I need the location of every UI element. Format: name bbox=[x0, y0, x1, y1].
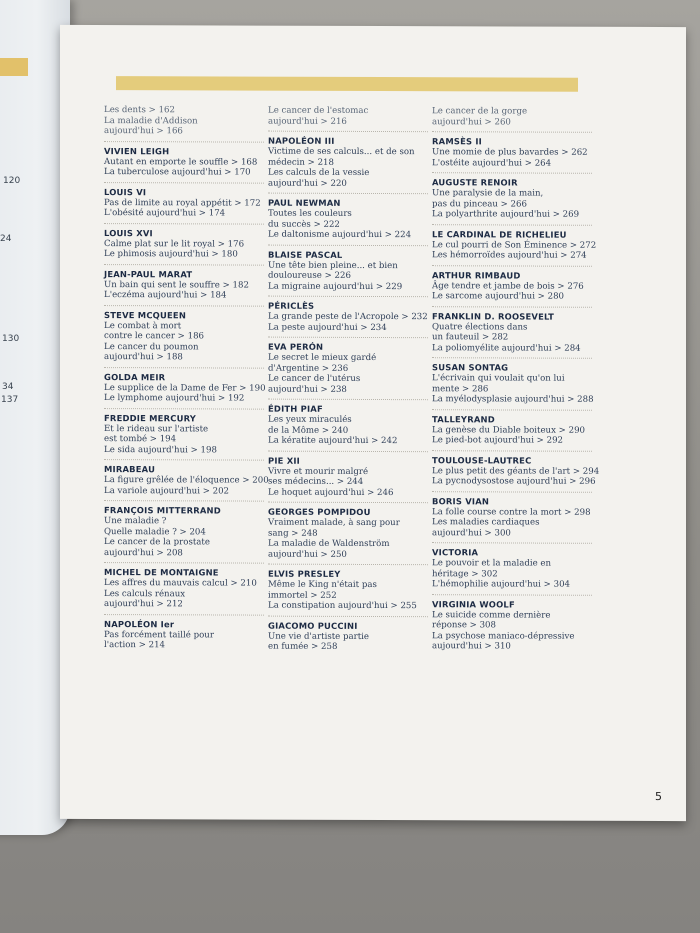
toc-entry-name: LOUIS VI bbox=[104, 186, 147, 197]
toc-entry-line: Le cancer de la prostate bbox=[104, 537, 210, 548]
toc-entry-name: BLAISE PASCAL bbox=[268, 249, 343, 260]
toc-entry-line: en fumée > 258 bbox=[268, 641, 338, 652]
toc-entry-line: aujourd'hui > 250 bbox=[268, 549, 347, 560]
toc-entry-line: médecin > 218 bbox=[268, 157, 334, 168]
toc-entry bbox=[268, 342, 428, 401]
toc-entry-line: L'hémophilie aujourd'hui > 304 bbox=[432, 579, 570, 590]
toc-entry bbox=[268, 249, 428, 297]
left-page-number: 130 bbox=[2, 334, 20, 344]
toc-entry-name: TOULOUSE-LAUTREC bbox=[432, 454, 532, 466]
toc-entry bbox=[268, 198, 428, 246]
toc-entry-line: douloureuse > 226 bbox=[268, 270, 351, 281]
toc-entry-line: Un bain qui sent le souffre > 182 bbox=[104, 279, 249, 291]
toc-entry-name: PAUL NEWMAN bbox=[268, 197, 341, 208]
toc-entry-line: un fauteuil > 282 bbox=[432, 332, 509, 343]
toc-entry-line: pas du pinceau > 266 bbox=[432, 198, 527, 210]
toc-entry-line: Une tête bien pleine... et bien bbox=[268, 260, 398, 271]
toc-entry-name: ARTHUR RIMBAUD bbox=[432, 269, 521, 281]
toc-entry-line: réponse > 308 bbox=[432, 620, 496, 631]
toc-entry-line: aujourd'hui > 166 bbox=[104, 126, 183, 137]
toc-entry-name: NAPOLÉON Ier bbox=[104, 618, 175, 629]
toc-entry-name: VIRGINIA WOOLF bbox=[432, 598, 515, 609]
toc-entry bbox=[268, 106, 428, 133]
toc-entry-line: Les calculs rénaux bbox=[104, 588, 186, 599]
toc-entry bbox=[432, 454, 600, 493]
toc-entry-line: d'Argentine > 236 bbox=[268, 363, 349, 374]
toc-entry-line: Une momie de plus bavardes > 262 bbox=[432, 147, 588, 158]
toc-entry bbox=[268, 301, 428, 339]
toc-entry-line: La constipation aujourd'hui > 255 bbox=[268, 600, 417, 612]
toc-entry-name: TALLEYRAND bbox=[432, 413, 495, 424]
toc-entry-line: Et le rideau sur l'artiste bbox=[104, 423, 209, 434]
toc-entry bbox=[432, 270, 592, 308]
toc-entry-line: Les maladies cardiaques bbox=[432, 517, 540, 528]
toc-entry-line: aujourd'hui > 220 bbox=[268, 178, 347, 189]
toc-entry bbox=[104, 146, 264, 184]
toc-entry-name: FRANKLIN D. ROOSEVELT bbox=[432, 310, 555, 322]
toc-entry-line: La grande peste de l'Acropole > 232 bbox=[268, 311, 428, 323]
toc-entry-line: Les yeux miraculés bbox=[268, 414, 352, 425]
toc-entry-line: aujourd'hui > 238 bbox=[268, 384, 347, 395]
toc-entry-line: Quelle maladie ? > 204 bbox=[104, 526, 206, 537]
toc-entry-name: BORIS VIAN bbox=[432, 495, 490, 506]
toc-entry-line: Le plus petit des géants de l'art > 294 bbox=[432, 465, 600, 477]
toc-entry bbox=[432, 362, 592, 410]
toc-entry-line: aujourd'hui > 208 bbox=[104, 547, 183, 558]
toc-entry-line: Les affres du mauvais calcul > 210 bbox=[104, 578, 257, 589]
toc-entry-line: Âge tendre et jambe de bois > 276 bbox=[432, 280, 584, 292]
toc-entry-name: GEORGES POMPIDOU bbox=[268, 506, 371, 517]
left-page-color-band bbox=[0, 58, 28, 76]
toc-entry-line: l'action > 214 bbox=[104, 640, 166, 651]
toc-entry bbox=[432, 311, 592, 359]
toc-entry bbox=[104, 372, 264, 410]
toc-entry-line: Le cancer de l'estomac bbox=[268, 105, 369, 116]
toc-entry-line: sang > 248 bbox=[268, 528, 318, 539]
toc-entry-line: contre le cancer > 186 bbox=[104, 331, 205, 342]
toc-entry-line: Le lymphome aujourd'hui > 192 bbox=[104, 393, 245, 404]
toc-entry-line: Pas de limite au royal appétit > 172 bbox=[104, 197, 261, 209]
toc-entry-line: Le cancer de la gorge bbox=[432, 106, 528, 117]
toc-entry-name: LOUIS XVI bbox=[104, 227, 153, 238]
toc-entry-name: VIVIEN LEIGH bbox=[104, 145, 170, 156]
toc-entry-line: est tombé > 194 bbox=[104, 434, 177, 445]
toc-entry-line: Le pouvoir et la maladie en bbox=[432, 558, 552, 569]
toc-entry-line: La myélodysplasie aujourd'hui > 288 bbox=[432, 394, 594, 405]
header-color-band bbox=[116, 76, 578, 92]
left-page-number: 24 bbox=[0, 234, 12, 244]
toc-entry-line: Le pied-bot aujourd'hui > 292 bbox=[432, 435, 564, 446]
toc-entry-line: La pycnodysostose aujourd'hui > 296 bbox=[432, 476, 596, 487]
toc-entry-name: MIRABEAU bbox=[104, 464, 156, 475]
toc-entry-name: PÉRICLÈS bbox=[268, 300, 315, 311]
toc-entry-line: Toutes les couleurs bbox=[268, 208, 352, 219]
contents-page bbox=[60, 25, 686, 821]
left-page-number: 137 bbox=[1, 395, 19, 405]
toc-entry-line: Pas forcément taillé pour bbox=[104, 629, 214, 640]
toc-entry-line: Vraiment malade, à sang pour bbox=[268, 517, 400, 529]
toc-entry-line: de la Môme > 240 bbox=[268, 425, 349, 436]
toc-entry-line: L'écrivain qui voulait qu'on lui bbox=[432, 373, 565, 384]
toc-entry-line: aujourd'hui > 212 bbox=[104, 599, 183, 610]
toc-entry bbox=[104, 105, 264, 142]
toc-entry bbox=[268, 136, 428, 195]
toc-entry-line: Le cancer du poumon bbox=[104, 341, 199, 352]
left-page-number: 34 bbox=[2, 382, 14, 392]
toc-entry-line: Le cancer de l'utérus bbox=[268, 373, 361, 384]
toc-entry-name: LE CARDINAL DE RICHELIEU bbox=[432, 228, 567, 240]
toc-entry-line: aujourd'hui > 300 bbox=[432, 527, 511, 538]
toc-entry-line: La kératite aujourd'hui > 242 bbox=[268, 435, 398, 447]
toc-entry-line: Victime de ses calculs... et de son bbox=[268, 146, 415, 158]
toc-entry bbox=[104, 464, 269, 502]
toc-entry bbox=[268, 507, 428, 566]
toc-entry bbox=[104, 567, 264, 615]
toc-entry-name: GIACOMO PUCCINI bbox=[268, 620, 358, 631]
toc-entry-line: Le suicide comme dernière bbox=[432, 609, 551, 621]
toc-entry-line: Le hoquet aujourd'hui > 246 bbox=[268, 487, 394, 498]
toc-entry bbox=[432, 136, 592, 174]
toc-entry-line: Les hémorroïdes aujourd'hui > 274 bbox=[432, 250, 587, 261]
toc-entry-line: Vivre et mourir malgré bbox=[268, 466, 369, 477]
toc-entry bbox=[268, 620, 428, 657]
toc-entry bbox=[432, 177, 592, 225]
toc-entry-name: GOLDA MEIR bbox=[104, 371, 166, 382]
toc-entry-name: ELVIS PRESLEY bbox=[268, 568, 341, 579]
toc-entry bbox=[104, 310, 264, 369]
toc-entry-line: Le sarcome aujourd'hui > 280 bbox=[432, 291, 565, 302]
toc-entry-line: Les calculs de la vessie bbox=[268, 167, 370, 178]
toc-entry-name: FREDDIE MERCURY bbox=[104, 412, 197, 423]
toc-entry-name: JEAN-PAUL MARAT bbox=[104, 268, 193, 279]
toc-entry-line: aujourd'hui > 188 bbox=[104, 352, 183, 363]
toc-entry-name: STEVE MCQUEEN bbox=[104, 309, 187, 320]
toc-entry-line: Le daltonisme aujourd'hui > 224 bbox=[268, 229, 412, 241]
toc-entry-name: EVA PERÓN bbox=[268, 341, 324, 352]
toc-entry-line: La maladie d'Addison bbox=[104, 115, 198, 126]
toc-entry-name: PIE XII bbox=[268, 455, 300, 466]
toc-entry-line: La polyarthrite aujourd'hui > 269 bbox=[432, 209, 580, 220]
page-number: 5 bbox=[655, 789, 662, 804]
toc-entry-line: aujourd'hui > 260 bbox=[432, 116, 511, 127]
toc-entry-line: La genèse du Diable boiteux > 290 bbox=[432, 424, 586, 436]
toc-entry-line: La psychose maniaco-dépressive bbox=[432, 630, 575, 642]
toc-entry-line: La variole aujourd'hui > 202 bbox=[104, 485, 230, 496]
toc-entry-line: Le sida aujourd'hui > 198 bbox=[104, 444, 217, 455]
toc-entry bbox=[104, 228, 264, 266]
toc-entry bbox=[104, 269, 264, 307]
toc-entry-line: La maladie de Waldenström bbox=[268, 538, 390, 550]
toc-entry-name: SUSAN SONTAG bbox=[432, 362, 509, 373]
toc-entry-line: Les dents > 162 bbox=[104, 105, 175, 116]
toc-entry-line: La folle course contre la mort > 298 bbox=[432, 506, 591, 518]
toc-entry-line: L'eczéma aujourd'hui > 184 bbox=[104, 290, 227, 301]
toc-entry-line: Le secret le mieux gardé bbox=[268, 352, 377, 364]
toc-column-3 bbox=[432, 106, 600, 660]
toc-entry-line: Une paralysie de la main, bbox=[432, 188, 544, 199]
toc-entry-line: du succès > 222 bbox=[268, 219, 340, 230]
toc-entry-line: Même le King n'était pas bbox=[268, 579, 377, 591]
toc-entry-name: AUGUSTE RENOIR bbox=[432, 177, 518, 188]
toc-entry-line: Calme plat sur le lit royal > 176 bbox=[104, 238, 245, 250]
toc-entry-line: aujourd'hui > 216 bbox=[268, 116, 347, 127]
toc-entry bbox=[432, 106, 592, 133]
toc-entry-name: VICTORIA bbox=[432, 547, 479, 558]
toc-entry-line: Le combat à mort bbox=[104, 320, 182, 331]
toc-entry bbox=[432, 228, 597, 267]
toc-entry bbox=[432, 414, 592, 452]
toc-entry-name: NAPOLÉON III bbox=[268, 135, 335, 146]
toc-entry-line: Quatre élections dans bbox=[432, 321, 528, 333]
toc-entry-name: MICHEL DE MONTAIGNE bbox=[104, 567, 219, 578]
toc-entry-name: FRANÇOIS MITTERRAND bbox=[104, 505, 221, 516]
toc-entry-line: Le supplice de la Dame de Fer > 190 bbox=[104, 382, 266, 394]
toc-entry-line: Le cul pourri de Son Éminence > 272 bbox=[432, 239, 597, 251]
toc-entry bbox=[432, 599, 592, 657]
toc-entry-line: Autant en emporte le souffle > 168 bbox=[104, 156, 258, 168]
toc-entry-line: mente > 286 bbox=[432, 383, 489, 394]
toc-entry-line: Une maladie ? bbox=[104, 516, 167, 527]
toc-entry bbox=[432, 496, 592, 544]
toc-entry-line: Le phimosis aujourd'hui > 180 bbox=[104, 249, 238, 260]
toc-entry-line: héritage > 302 bbox=[432, 568, 498, 579]
toc-entry-line: immortel > 252 bbox=[268, 590, 337, 601]
toc-entry-line: La poliomyélite aujourd'hui > 284 bbox=[432, 342, 581, 354]
left-page-number: 120 bbox=[3, 176, 21, 186]
toc-entry-line: La tuberculose aujourd'hui > 170 bbox=[104, 167, 251, 178]
toc-entry-line: Une vie d'artiste partie bbox=[268, 631, 370, 642]
toc-entry-line: L'ostéite aujourd'hui > 264 bbox=[432, 157, 552, 169]
toc-entry-line: La peste aujourd'hui > 234 bbox=[268, 322, 387, 333]
toc-entry-line: ses médecins... > 244 bbox=[268, 476, 364, 487]
toc-column-2 bbox=[268, 106, 428, 661]
toc-entry-line: La figure grêlée de l'éloquence > 200 bbox=[104, 475, 269, 486]
toc-entry-line: La migraine aujourd'hui > 229 bbox=[268, 281, 403, 292]
toc-entry-name: RAMSÈS II bbox=[432, 136, 482, 147]
toc-entry-line: L'obésité aujourd'hui > 174 bbox=[104, 208, 226, 219]
toc-column-1 bbox=[104, 105, 269, 659]
toc-entry bbox=[104, 413, 264, 461]
toc-entry bbox=[432, 547, 592, 595]
toc-entry bbox=[268, 404, 428, 452]
toc-entry bbox=[268, 455, 428, 503]
toc-entry bbox=[104, 187, 264, 225]
toc-entry-name: ÉDITH PIAF bbox=[268, 403, 323, 414]
toc-entry bbox=[104, 505, 264, 564]
toc-entry-line: aujourd'hui > 310 bbox=[432, 641, 511, 652]
toc-entry bbox=[268, 569, 428, 617]
toc-entry bbox=[104, 619, 264, 656]
